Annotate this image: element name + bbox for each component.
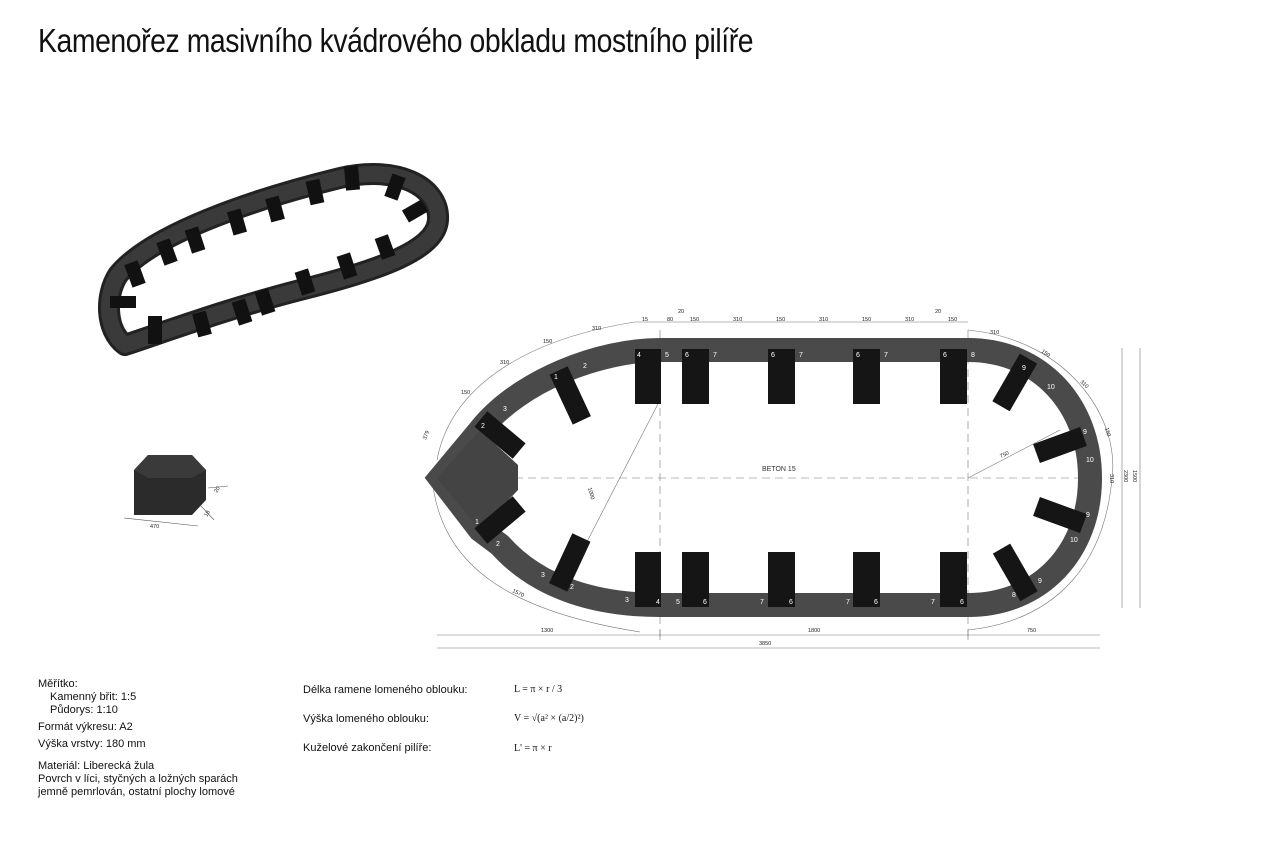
dim-top: 310 xyxy=(819,317,829,323)
block-num: 7 xyxy=(760,599,764,606)
dim-top: 150 xyxy=(543,339,553,345)
dim-top: 150 xyxy=(862,317,872,323)
dim-bottom: 1800 xyxy=(808,628,821,634)
dim-top: 310 xyxy=(905,317,915,323)
dim-top: 80 xyxy=(667,317,674,323)
dim-bottom: 750 xyxy=(1027,628,1037,634)
layer-height: Výška vrstvy: 180 mm xyxy=(38,738,146,750)
dim-right: 310 xyxy=(1108,474,1114,484)
block-num: 9 xyxy=(1022,365,1026,372)
arm-label: Délka ramene lomeného oblouku: xyxy=(303,684,468,696)
block-num: 2 xyxy=(583,363,587,370)
block-num: 5 xyxy=(676,599,680,606)
drawing-notes xyxy=(38,678,238,799)
dim-top: 150 xyxy=(948,317,958,323)
dim-right: 1500 xyxy=(1131,470,1137,483)
dim-left: 1000 xyxy=(586,486,596,501)
dim-top: 150 xyxy=(776,317,786,323)
block-num: 1 xyxy=(475,519,479,526)
block-num: 3 xyxy=(503,406,507,413)
surface-2: jemně pemrlován, ostatní plochy lomové xyxy=(38,786,235,798)
cone-formula: L' = π × r xyxy=(514,743,552,754)
material: Materiál: Liberecká žula xyxy=(38,760,155,772)
dim-top: 310 xyxy=(733,317,743,323)
plan-view xyxy=(422,309,1140,648)
format: Formát výkresu: A2 xyxy=(38,721,133,733)
block-num: 7 xyxy=(931,599,935,606)
dim-bottom: 3850 xyxy=(759,641,772,647)
single-block-3d xyxy=(124,455,228,530)
block-num: 9 xyxy=(1038,578,1042,585)
block-num: 10 xyxy=(1070,537,1078,544)
dim-top: 150 xyxy=(690,317,700,323)
block-num: 8 xyxy=(971,352,975,359)
block-num: 6 xyxy=(789,599,793,606)
surface-1: Povrch v líci, styčných a ložných sparách xyxy=(38,773,238,785)
block-dim-1: 470 xyxy=(150,524,160,530)
block-num: 7 xyxy=(713,352,717,359)
dim-left: 379 xyxy=(422,429,432,441)
block-num: 2 xyxy=(570,584,574,591)
scale-stone: Kamenný břit: 1:5 xyxy=(50,691,137,703)
center-label: BETON 15 xyxy=(762,466,796,473)
block-num: 8 xyxy=(1012,592,1016,599)
block-num: 1 xyxy=(554,374,558,381)
block-num: 6 xyxy=(960,599,964,606)
cone-label: Kuželové zakončení pilíře: xyxy=(303,742,432,754)
dim-right: 750 xyxy=(999,450,1011,460)
dim-right: 150 xyxy=(1039,348,1051,359)
height-formula: V = √(a² × (a/2)²) xyxy=(514,713,584,724)
block-num: 6 xyxy=(874,599,878,606)
ring-3d-view xyxy=(109,165,438,345)
scale-plan: Půdorys: 1:10 xyxy=(50,704,118,716)
block-num: 2 xyxy=(481,423,485,430)
block-num: 6 xyxy=(856,352,860,359)
dim-right: 150 xyxy=(1103,426,1112,438)
dim-top: 310 xyxy=(990,330,1000,336)
block-num: 9 xyxy=(1083,429,1087,436)
dim-bottom: 1300 xyxy=(541,628,554,634)
block-dim-3: 18 xyxy=(203,509,212,518)
dim-extra: 20 xyxy=(678,309,685,315)
block-num: 10 xyxy=(1086,457,1094,464)
block-num: 7 xyxy=(799,352,803,359)
dim-left: 1570 xyxy=(511,588,525,599)
block-num: 4 xyxy=(656,599,660,606)
block-num: 10 xyxy=(1047,384,1055,391)
block-num: 6 xyxy=(703,599,707,606)
block-num: 9 xyxy=(1086,512,1090,519)
block-num: 6 xyxy=(943,352,947,359)
scale-heading: Měřítko: xyxy=(38,678,78,690)
block-dim-2: 20 xyxy=(213,485,222,494)
block-num: 4 xyxy=(637,352,641,359)
page-title: Kamenořez masivního kvádrového obkladu mostního pilíře xyxy=(38,22,754,59)
dim-extra: 20 xyxy=(935,309,942,315)
block-num: 3 xyxy=(541,572,545,579)
dim-top: 310 xyxy=(500,360,510,366)
dim-top: 15 xyxy=(642,317,649,323)
block-num: 2 xyxy=(496,541,500,548)
dim-top: 150 xyxy=(461,390,471,396)
block-num: 6 xyxy=(685,352,689,359)
dim-top: 310 xyxy=(592,326,602,332)
block-num: 3 xyxy=(625,597,629,604)
block-num: 5 xyxy=(665,352,669,359)
arm-formula: L = π × r / 3 xyxy=(514,684,563,695)
block-num: 7 xyxy=(846,599,850,606)
dim-right: 310 xyxy=(1078,379,1090,390)
dim-right: 2300 xyxy=(1122,470,1128,483)
block-num: 7 xyxy=(884,352,888,359)
height-label: Výška lomeného oblouku: xyxy=(303,713,429,725)
block-num: 6 xyxy=(771,352,775,359)
